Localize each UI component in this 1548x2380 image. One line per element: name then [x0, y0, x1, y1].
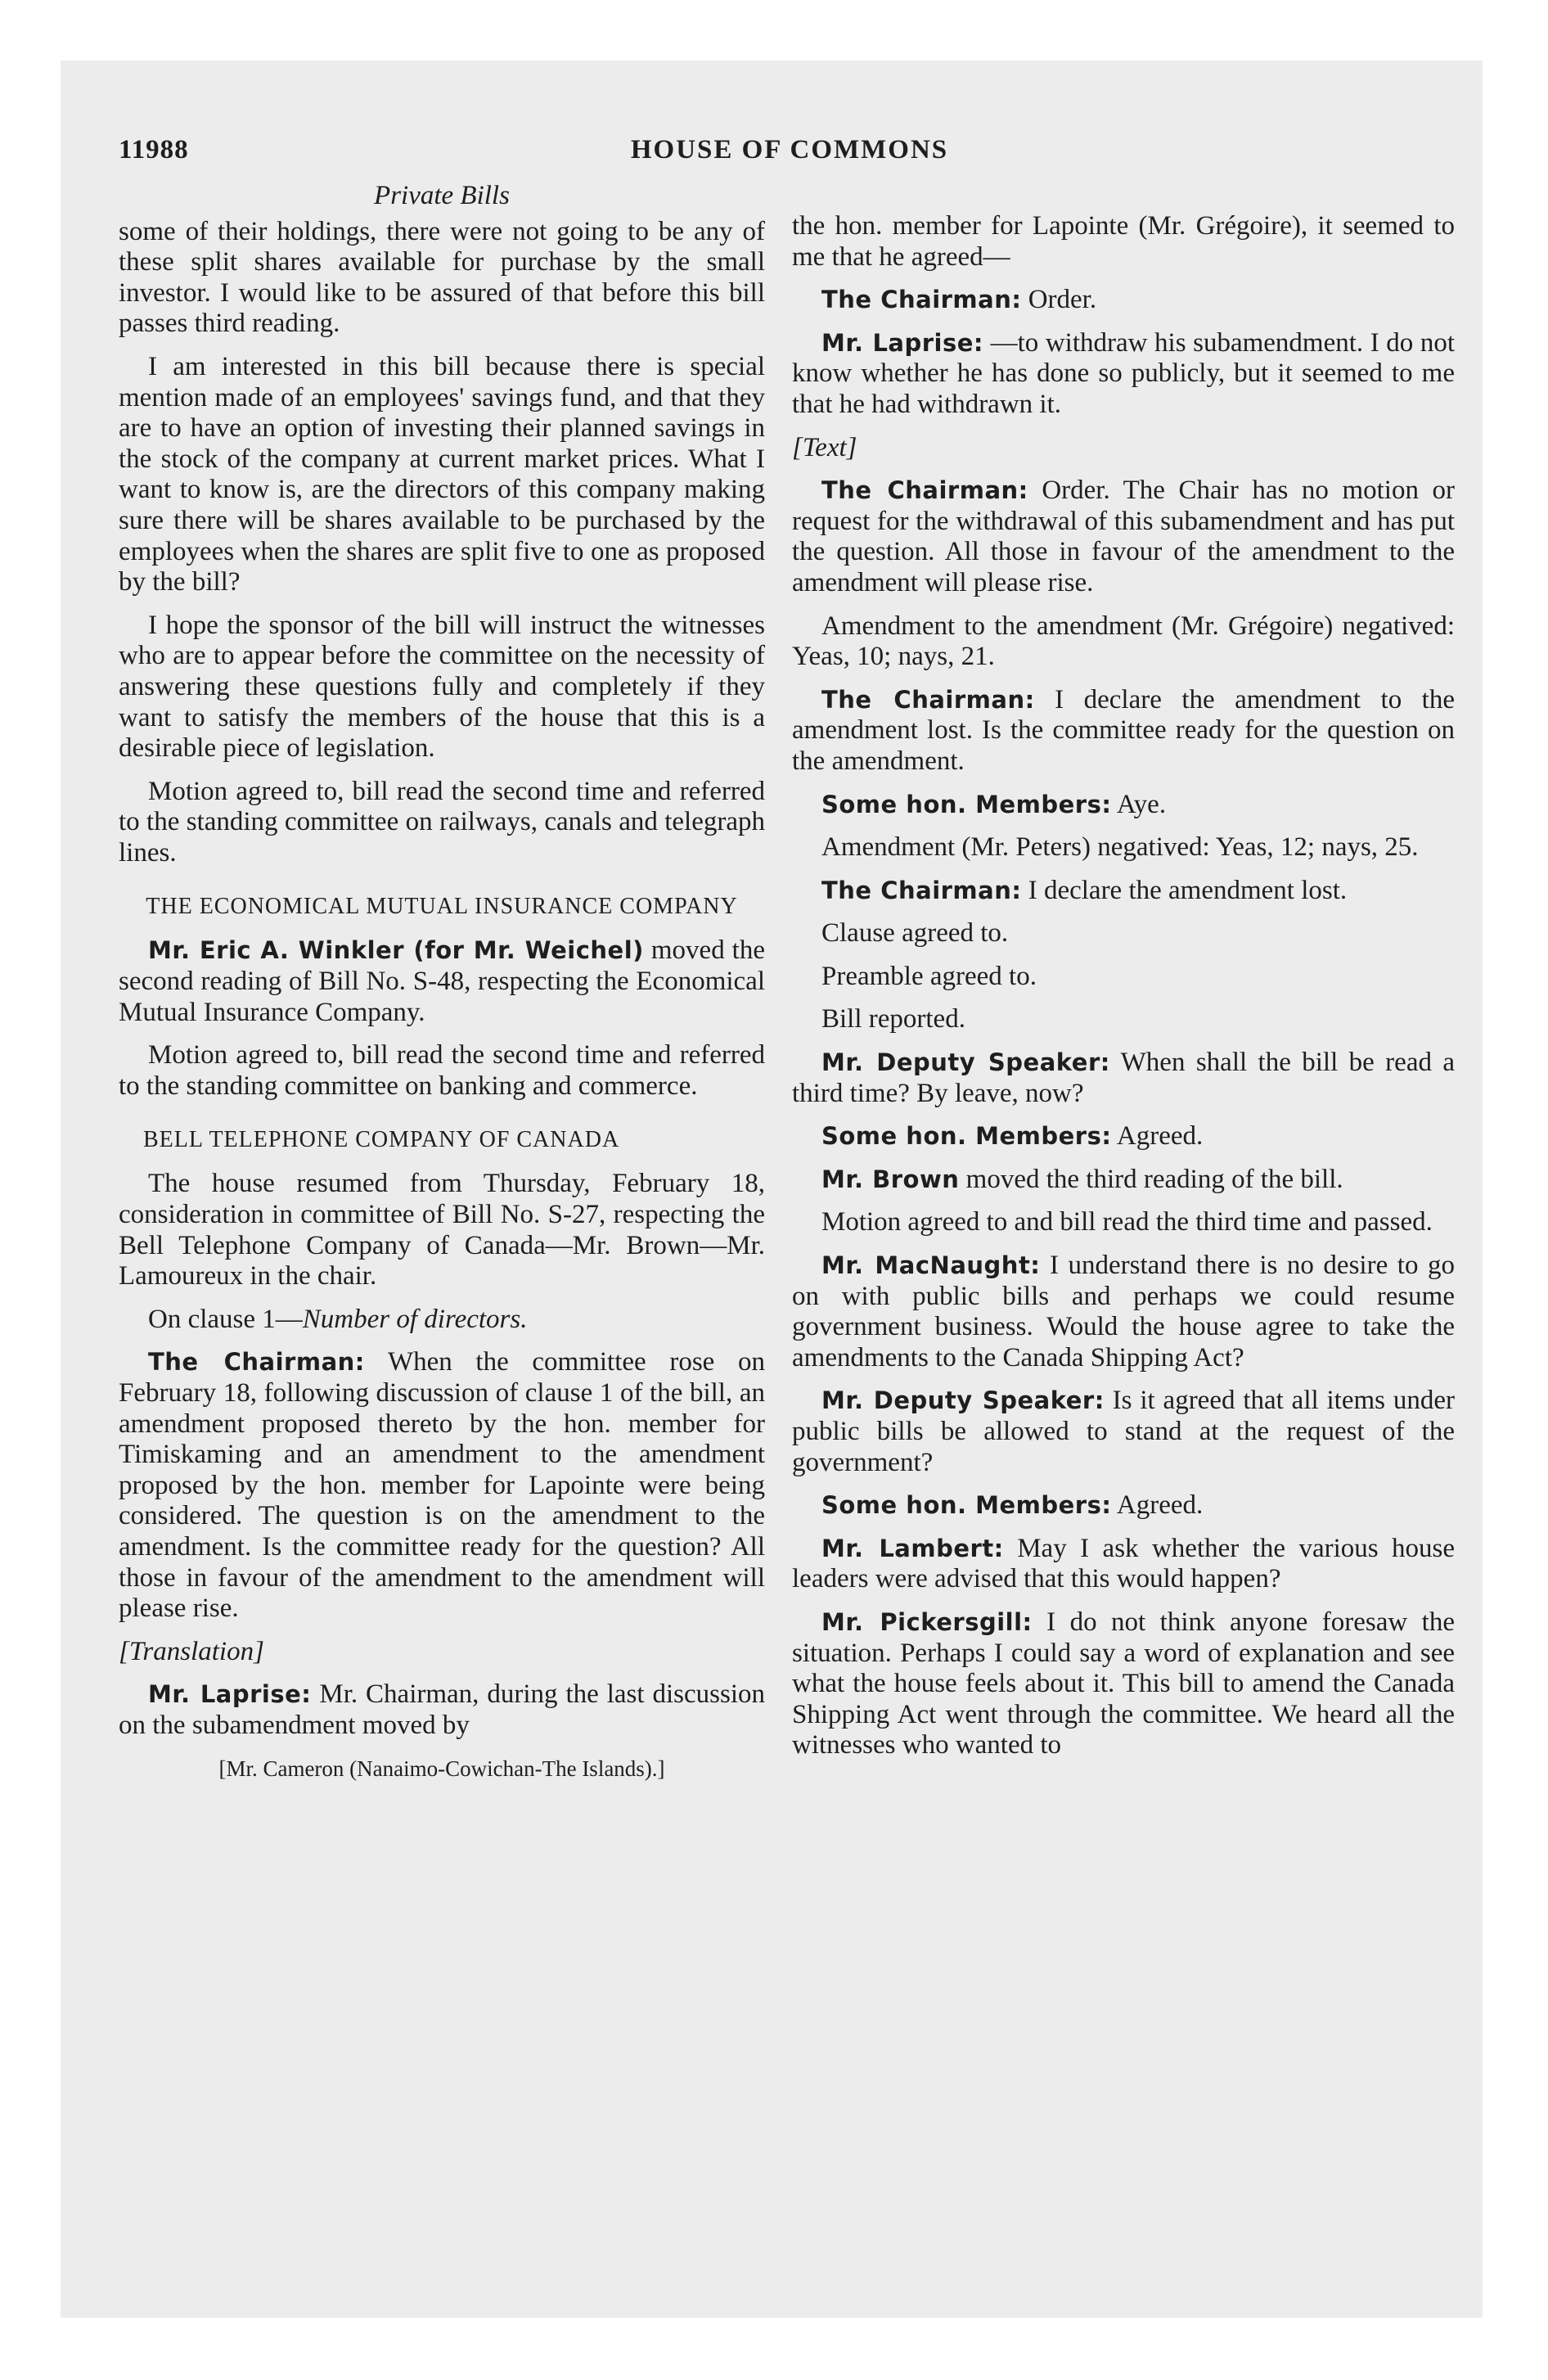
paragraph — [792, 285, 1455, 316]
paragraph — [792, 1165, 1455, 1196]
paragraph — [792, 876, 1455, 907]
speech-text: I do not think anyone foresaw the situation. Perhaps I could say a word of explanation and see what the house feels about it. This bill to amend the Canada Shipping Act went through the committee. We heard all the witnesses who wanted to — [792, 1607, 1455, 1760]
paragraph: Clause agreed to. — [821, 918, 1009, 949]
page-number: 11988 — [119, 135, 189, 165]
speech-text: May I ask whether the various house leaders were advised that this would happen? — [792, 1533, 1456, 1594]
paragraph: Motion agreed to, bill read the second time and referred to the standing committee on railways, canals and telegraph lines. — [119, 776, 765, 868]
text-label: [Text] — [792, 432, 857, 462]
running-head — [119, 135, 1460, 176]
speech-text: Order. — [1021, 285, 1097, 315]
speaker-name: Some hon. Members: — [821, 790, 1112, 818]
clause-title: Number of directors. — [302, 1304, 528, 1334]
paragraph — [792, 328, 1455, 421]
speech-text: moved the second reading of Bill No. S-48, respecting the Economical Mutual Insurance Company. — [119, 935, 765, 1027]
speech-text: When the committee rose on February 18, following discussion of clause 1 of the bill, an amendment proposed thereto by the hon. member for Timiskaming and an amendment to the amendment proposed by the hon. member for Lapointe were being considered. The question is on the amendment to the amendment. Is the committee ready for the question? All those in favour of the amendment to the amendment will please rise. — [119, 1347, 765, 1624]
paragraph: Motion agreed to and bill read the third time and passed. — [821, 1207, 1433, 1237]
speech-text: Agreed. — [1111, 1490, 1204, 1521]
paragraph: the hon. member for Lapointe (Mr. Grégoire), it seemed to me that he agreed— — [792, 211, 1455, 272]
speaker-name: Mr. Deputy Speaker: — [821, 1386, 1105, 1415]
paragraph — [119, 1347, 765, 1624]
speech-text: moved the third reading of the bill. — [959, 1164, 1343, 1194]
left-column — [119, 181, 765, 1784]
paragraph: I hope the sponsor of the bill will instruct the witnesses who are to appear before the committee on the necessity of answering these questions fully and completely if they want to satisfy the members of the house that this is a desirable piece of legislation. — [119, 610, 765, 764]
speaker-name: Mr. MacNaught: — [821, 1251, 1041, 1280]
speaker-name: Mr. Pickersgill: — [821, 1607, 1033, 1636]
paragraph — [119, 935, 765, 1028]
speaker-name: Some hon. Members: — [821, 1122, 1112, 1151]
speaker-name: The Chairman: — [821, 685, 1035, 714]
speaker-name: Mr. Brown — [821, 1165, 960, 1193]
right-column — [792, 211, 1455, 1774]
speech-text: Is it agreed that all items under public bills be allowed to stand at the request of the government? — [792, 1386, 1455, 1477]
speaker-name: Mr. Deputy Speaker: — [821, 1048, 1110, 1077]
paragraph — [119, 1679, 765, 1741]
paragraph: some of their holdings, there were not going to be any of these split shares available for purchase by the small investor. I would like to be assured of that before this bill passes third reading. — [119, 216, 765, 339]
paragraph — [119, 1305, 765, 1336]
speech-text: Agreed. — [1111, 1121, 1204, 1152]
speech-text: —to withdraw his subamendment. I do not know whether he has done so publicly, but it seemed to me that he had withdrawn it. — [792, 327, 1455, 419]
speech-text: When shall the bill be read a third time? By leave, now? — [792, 1048, 1455, 1108]
paragraph — [792, 1386, 1455, 1478]
speaker-name: The Chairman: — [821, 476, 1028, 505]
speech-text: Order. The Chair has no motion or request for the withdrawal of this subamendment and has put the question. All those in favour of the amendment to the amendment will please rise. — [792, 476, 1455, 597]
paragraph: The house resumed from Thursday, February 18, consideration in committee of Bill No. S-27, respecting the Bell Telephone Company of Canada—Mr. Brown—Mr. Lamoureux in the chair. — [119, 1169, 765, 1291]
paragraph — [792, 1048, 1455, 1109]
paragraph: Motion agreed to, bill read the second time and referred to the standing committee on banking and commerce. — [119, 1040, 765, 1101]
speech-text: I understand there is no desire to go on with public bills and perhaps we could resume government business. Would the house agree to take the amendments to the Canada Shipping Act? — [792, 1251, 1455, 1373]
speaker-name: Mr. Lambert: — [821, 1534, 1004, 1562]
paragraph — [792, 790, 1455, 821]
paragraph — [792, 1251, 1455, 1373]
clause-prefix: On clause 1— — [148, 1304, 303, 1334]
footer-note: [Mr. Cameron (Nanaimo-Cowichan-The Islands).] — [218, 1756, 665, 1781]
section-title: Private Bills — [374, 181, 510, 210]
paragraph: Amendment (Mr. Peters) negatived: Yeas, 12; nays, 25. — [821, 832, 1419, 863]
paragraph — [792, 1607, 1455, 1761]
speaker-name: Some hon. Members: — [821, 1491, 1112, 1520]
paragraph: Amendment to the amendment (Mr. Grégoire) negatived: Yeas, 10; nays, 21. — [792, 611, 1455, 672]
speaker-name: The Chairman: — [821, 876, 1022, 904]
paragraph — [792, 1121, 1455, 1152]
speech-text: I declare the amendment to the amendment lost. Is the committee ready for the question on the amendment. — [792, 684, 1455, 776]
speech-text: Mr. Chairman, during the last discussion on the subamendment moved by — [119, 1679, 765, 1740]
translation-label: [Translation] — [119, 1636, 264, 1666]
speaker-name: The Chairman: — [148, 1348, 365, 1377]
paragraph — [792, 1490, 1455, 1521]
speech-text: I declare the amendment lost. — [1021, 875, 1348, 905]
speaker-name: Mr. Laprise: — [148, 1680, 312, 1709]
paragraph — [792, 685, 1455, 778]
paragraph — [792, 1534, 1455, 1595]
speech-text: Aye. — [1111, 789, 1167, 819]
paragraph: I am interested in this bill because there is special mention made of an employees' savings fund, and that they are to have an option of investing their planned savings in the stock of the company at current market prices. What I want to know is, are the directors of this company making sure there will be shares available to be purchased by the employees when the shares are split five to one as proposed by the bill? — [119, 351, 765, 597]
section-heading: THE ECONOMICAL MUTUAL INSURANCE COMPANY — [146, 894, 738, 920]
speaker-name: The Chairman: — [821, 286, 1022, 314]
speaker-name: Mr. Laprise: — [821, 328, 984, 357]
paragraph: Bill reported. — [821, 1004, 965, 1034]
section-heading: BELL TELEPHONE COMPANY OF CANADA — [143, 1127, 620, 1153]
speaker-name: Mr. Eric A. Winkler (for Mr. Weichel) — [148, 936, 644, 965]
paragraph — [792, 476, 1455, 598]
paragraph: Preamble agreed to. — [821, 961, 1037, 991]
journal-title: HOUSE OF COMMONS — [630, 135, 949, 165]
